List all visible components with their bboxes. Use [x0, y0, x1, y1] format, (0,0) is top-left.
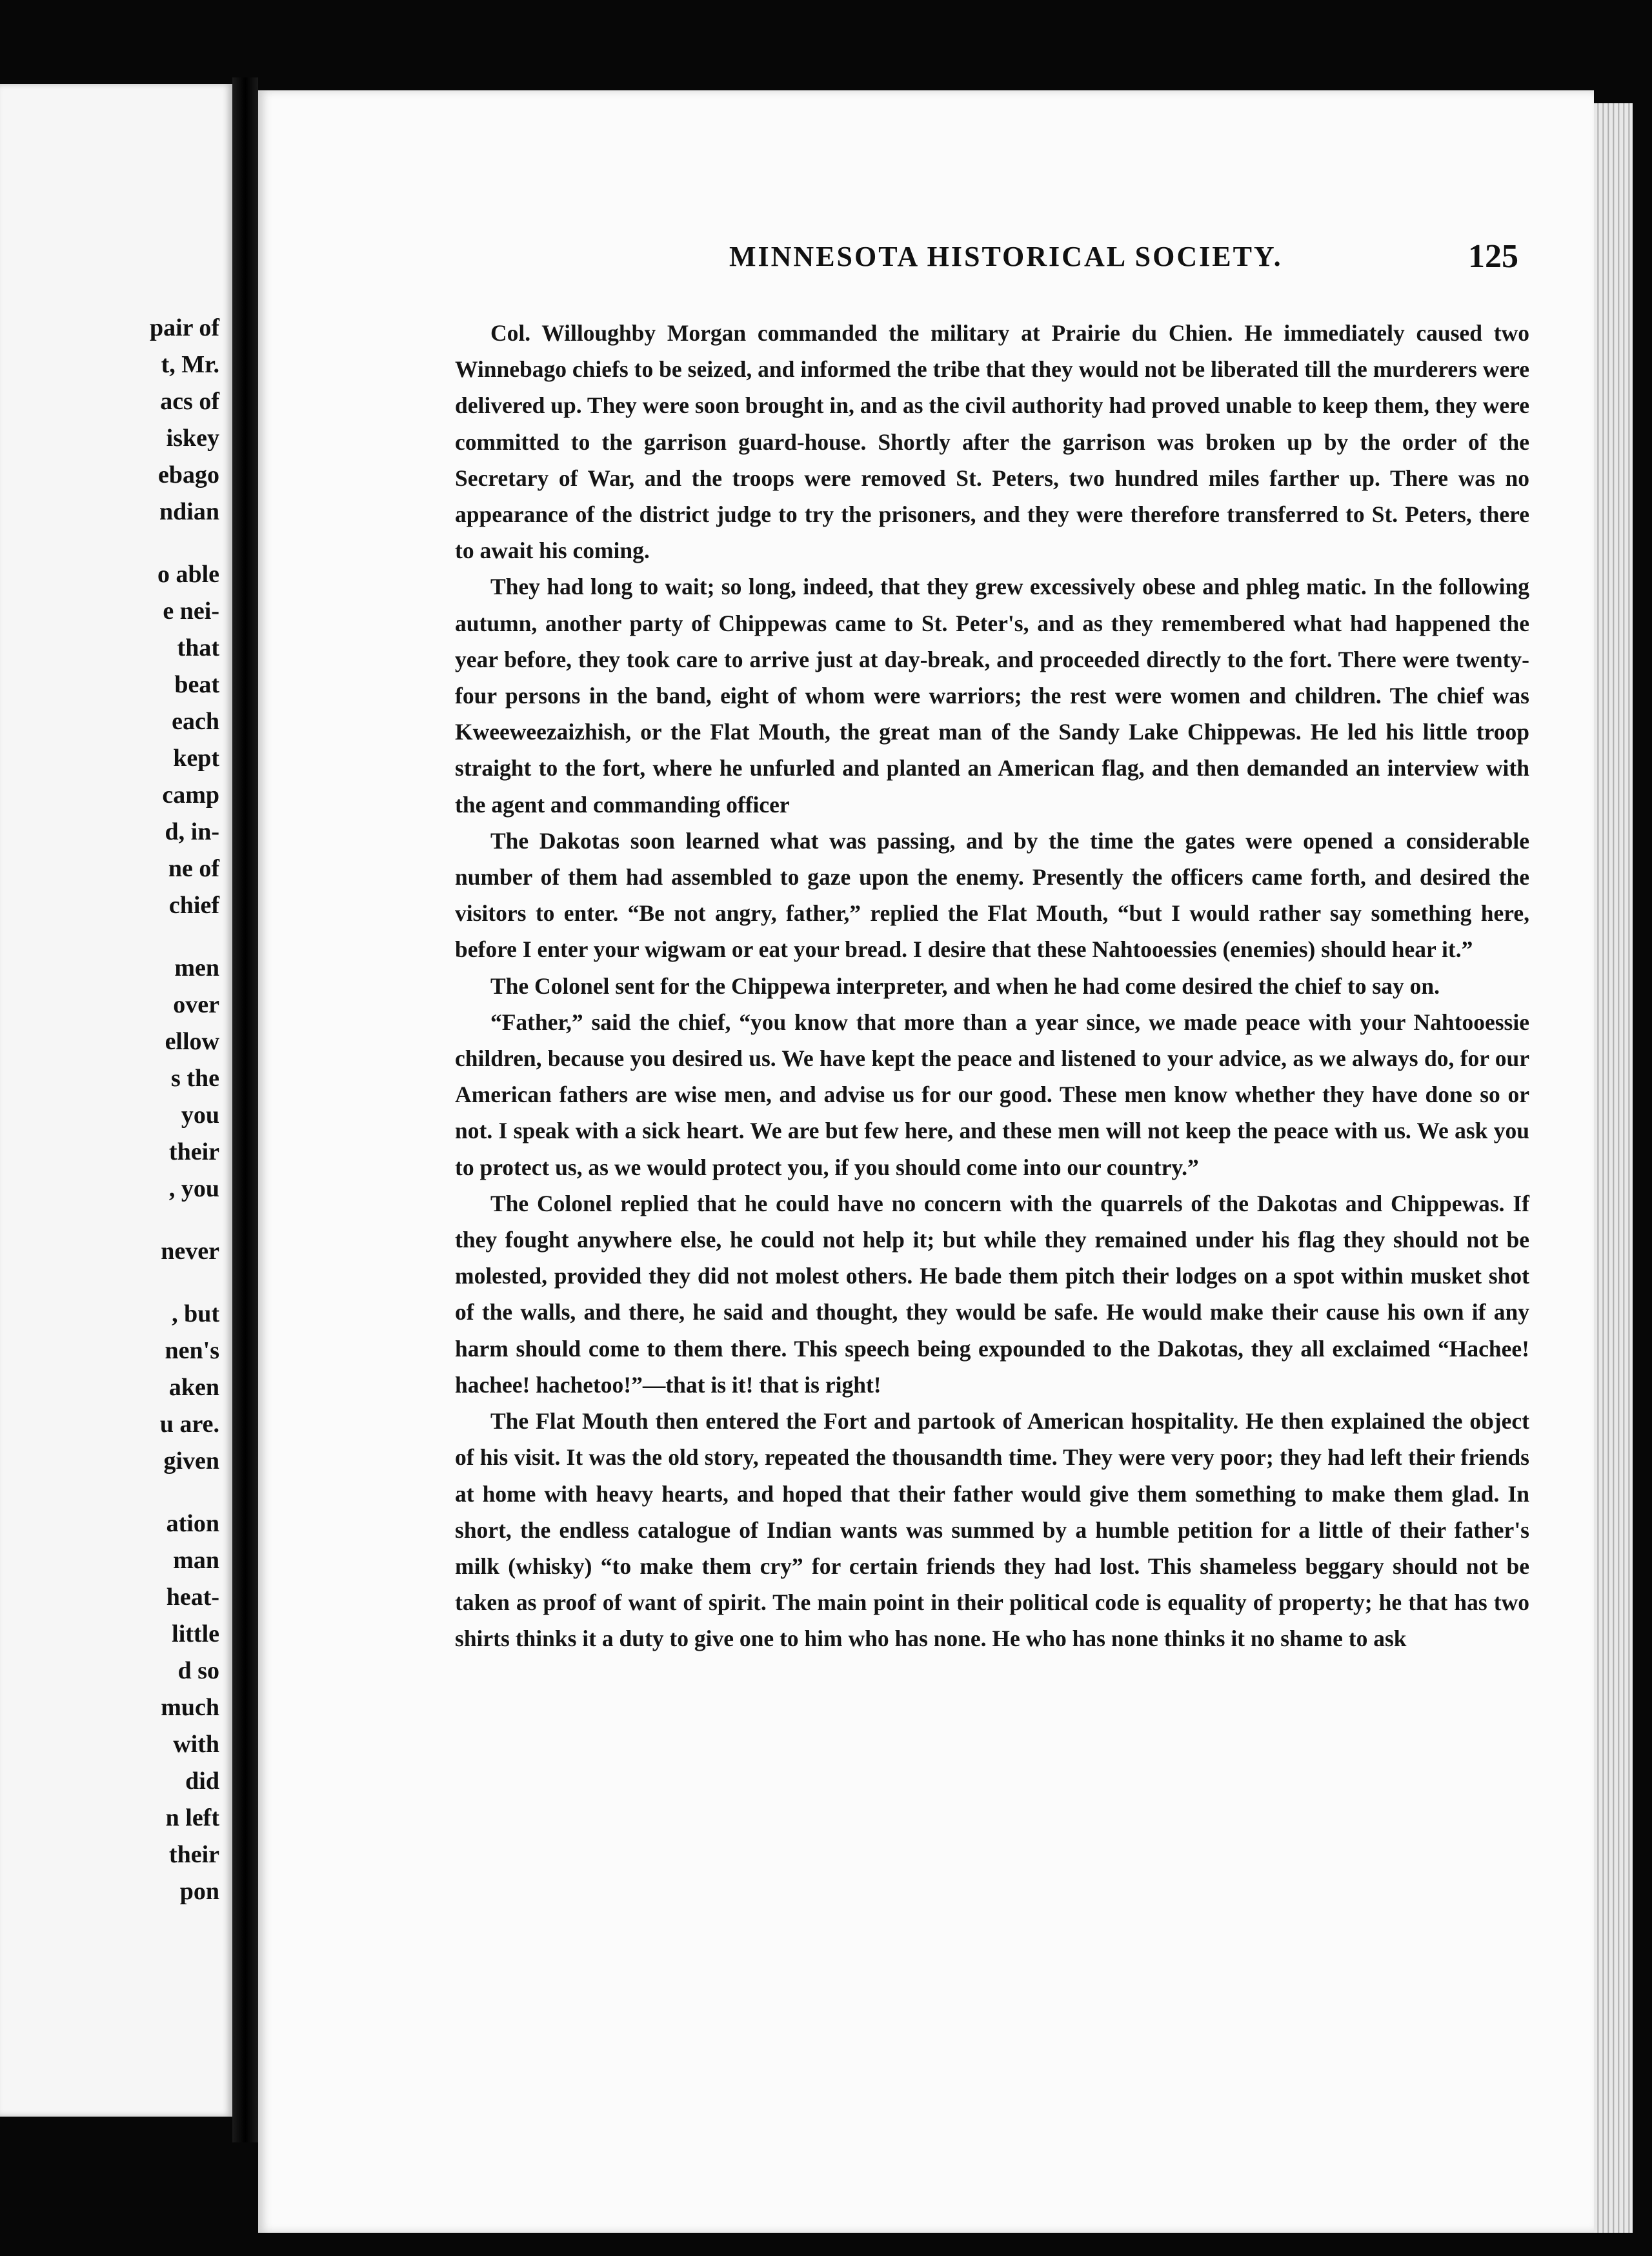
previous-page-line-fragment: kept: [173, 745, 219, 772]
paragraph: Col. Willoughby Morgan commanded the military at Prairie du Chien. He immediately caused two Winnebago chiefs to be seized, and informed the tribe that they would not be liberated till the murderers were delivered up. They were soon brought in, and as the civil authority had proved unable to keep them, they were committed to the garrison guard-house. Shortly after the garrison was broken up by the order of the Secretary of War, and the troops were removed St. Peters, two hundred miles farther up. There was no appearance of the district judge to try the prisoners, and they were therefore transferred to St. Peters, there to await his coming.: [455, 320, 1529, 564]
previous-page-line-fragment: beat: [174, 671, 219, 698]
previous-page-line-fragment: ellow: [165, 1028, 219, 1055]
previous-page-line-fragment: iskey: [166, 425, 219, 452]
page-number: 125: [1468, 238, 1518, 275]
previous-page-line-fragment: that: [177, 634, 219, 661]
previous-page-line-fragment: man: [173, 1547, 219, 1574]
previous-page-line-fragment: [0, 924, 219, 950]
previous-page-line-fragment: given: [163, 1447, 219, 1475]
previous-page-line-fragment: you: [181, 1102, 219, 1129]
running-head: MINNESOTA HISTORICAL SOCIETY.: [729, 241, 1283, 272]
previous-page-line-fragment: their: [168, 1841, 219, 1868]
previous-page-line-fragment: their: [168, 1138, 219, 1165]
previous-page-line-fragment: ne of: [168, 855, 219, 882]
page-stack-edge: [1594, 103, 1633, 2233]
previous-page-line-fragment: never: [161, 1238, 219, 1265]
paragraph: They had long to wait; so long, indeed, that they grew excessively obese and phleg matic. In the following autumn, another party of Chippewas came to St. Peter's, and as they remembered what had happened the year before, they took care to arrive just at day-break, and proceeded directly to the fort. There were twenty-four persons in the band, eight of whom were warriors; the rest were women and children. The chief was Kweeweezaizhish, or the Flat Mouth, the great man of the Sandy Lake Chippewas. He led his little troop straight to the fort, where he unfurled and planted an American flag, and then demanded an interview with the agent and commanding officer: [455, 574, 1529, 818]
previous-page-line-fragment: little: [172, 1620, 219, 1647]
previous-page-line-fragment: u are.: [159, 1411, 219, 1438]
previous-page-line-fragment: [0, 530, 219, 556]
previous-page-line-fragment: , but: [172, 1300, 219, 1327]
paragraph: The Colonel sent for the Chippewa interpreter, and when he had come desired the chief to say on.: [490, 972, 1440, 999]
previous-page-line-fragment: over: [173, 991, 219, 1018]
previous-page-line-ends: [0, 310, 219, 1910]
previous-page-line-fragment: heat-: [166, 1584, 219, 1611]
previous-page-line-fragment: e nei-: [163, 598, 219, 625]
body-text: [455, 315, 1529, 1657]
previous-page-line-fragment: nen's: [165, 1337, 219, 1364]
previous-page-line-fragment: [0, 1207, 219, 1233]
previous-page-line-fragment: o able: [157, 561, 219, 588]
previous-page-line-fragment: t, Mr.: [161, 351, 219, 378]
previous-page-line-fragment: [0, 1270, 219, 1296]
previous-page-line-fragment: pon: [179, 1878, 219, 1905]
previous-page-line-fragment: n left: [165, 1804, 219, 1831]
book-gutter: [232, 77, 258, 2142]
previous-page-line-fragment: , you: [168, 1175, 219, 1202]
paragraph: “Father,” said the chief, “you know that more than a year since, we made peace with your Nahtooessie children, because you desired us. We have kept the peace and listened to your advice, as we always do, for our American fathers are wise men, and advise us for our good. These men know whether they have done so or not. I speak with a sick heart. We are but few here, and these men will not keep the peace with us. We ask you to protect us, as we would protect you, if you should come into our country.”: [455, 1009, 1529, 1180]
previous-page-line-fragment: ndian: [159, 498, 219, 525]
previous-page-line-fragment: did: [185, 1768, 219, 1795]
previous-page-sliver: [0, 84, 232, 2117]
previous-page-line-fragment: each: [172, 708, 219, 735]
previous-page-line-fragment: d, in-: [165, 818, 219, 845]
previous-page-line-fragment: pair of: [149, 314, 219, 341]
previous-page-line-fragment: acs of: [160, 388, 219, 415]
previous-page-line-fragment: ebago: [158, 461, 219, 488]
previous-page-line-fragment: chief: [168, 892, 219, 919]
previous-page-line-fragment: men: [174, 954, 219, 982]
previous-page-line-fragment: s the: [171, 1065, 219, 1092]
previous-page-line-fragment: with: [173, 1731, 219, 1758]
paragraph: The Flat Mouth then entered the Fort and partook of American hospitality. He then explained the object of his visit. It was the old story, repeated the thousandth time. They were very poor; they had left their friends at home with heavy hearts, and hoped that their father would give them something to make them glad. In short, the endless catalogue of Indian wants was summed by a humble petition for a little of their father's milk (whisky) “to make them cry” for certain friends they had lost. This shameless beggary should not be taken as proof of want of spirit. The main point in their political code is equality of property; he that has two shirts thinks it a duty to give one to him who has none. He who has none thinks it no shame to ask: [455, 1408, 1529, 1652]
paragraph: The Dakotas soon learned what was passing, and by the time the gates were opened a considerable number of them had assembled to gaze upon the enemy. Presently the officers came forth, and desired the visitors to enter. “Be not angry, father,” replied the Flat Mouth, “but I would rather say something here, before I enter your wigwam or eat your bread. I desire that these Nahtooessies (enemies) should hear it.”: [455, 827, 1529, 963]
previous-page-line-fragment: [0, 1480, 219, 1506]
paragraph: The Colonel replied that he could have no concern with the quarrels of the Dakotas and Chippewas. If they fought anywhere else, he could not help it; but while they remained under his flag they should not be molested, provided they did not molest others. He bade them pitch their lodges on a spot within musket shot of the walls, and there, he said and thought, they would be safe. He would make their cause his own if any harm should come to them there. This speech being expounded to the Dakotas, they all exclaimed “Hachee! hachee! hachetoo!”—that is it! that is right!: [455, 1190, 1529, 1398]
previous-page-line-fragment: much: [161, 1694, 219, 1721]
previous-page-line-fragment: aken: [168, 1374, 219, 1401]
previous-page-line-fragment: camp: [162, 781, 219, 809]
previous-page-line-fragment: d so: [177, 1657, 219, 1684]
previous-page-line-fragment: ation: [166, 1510, 219, 1537]
